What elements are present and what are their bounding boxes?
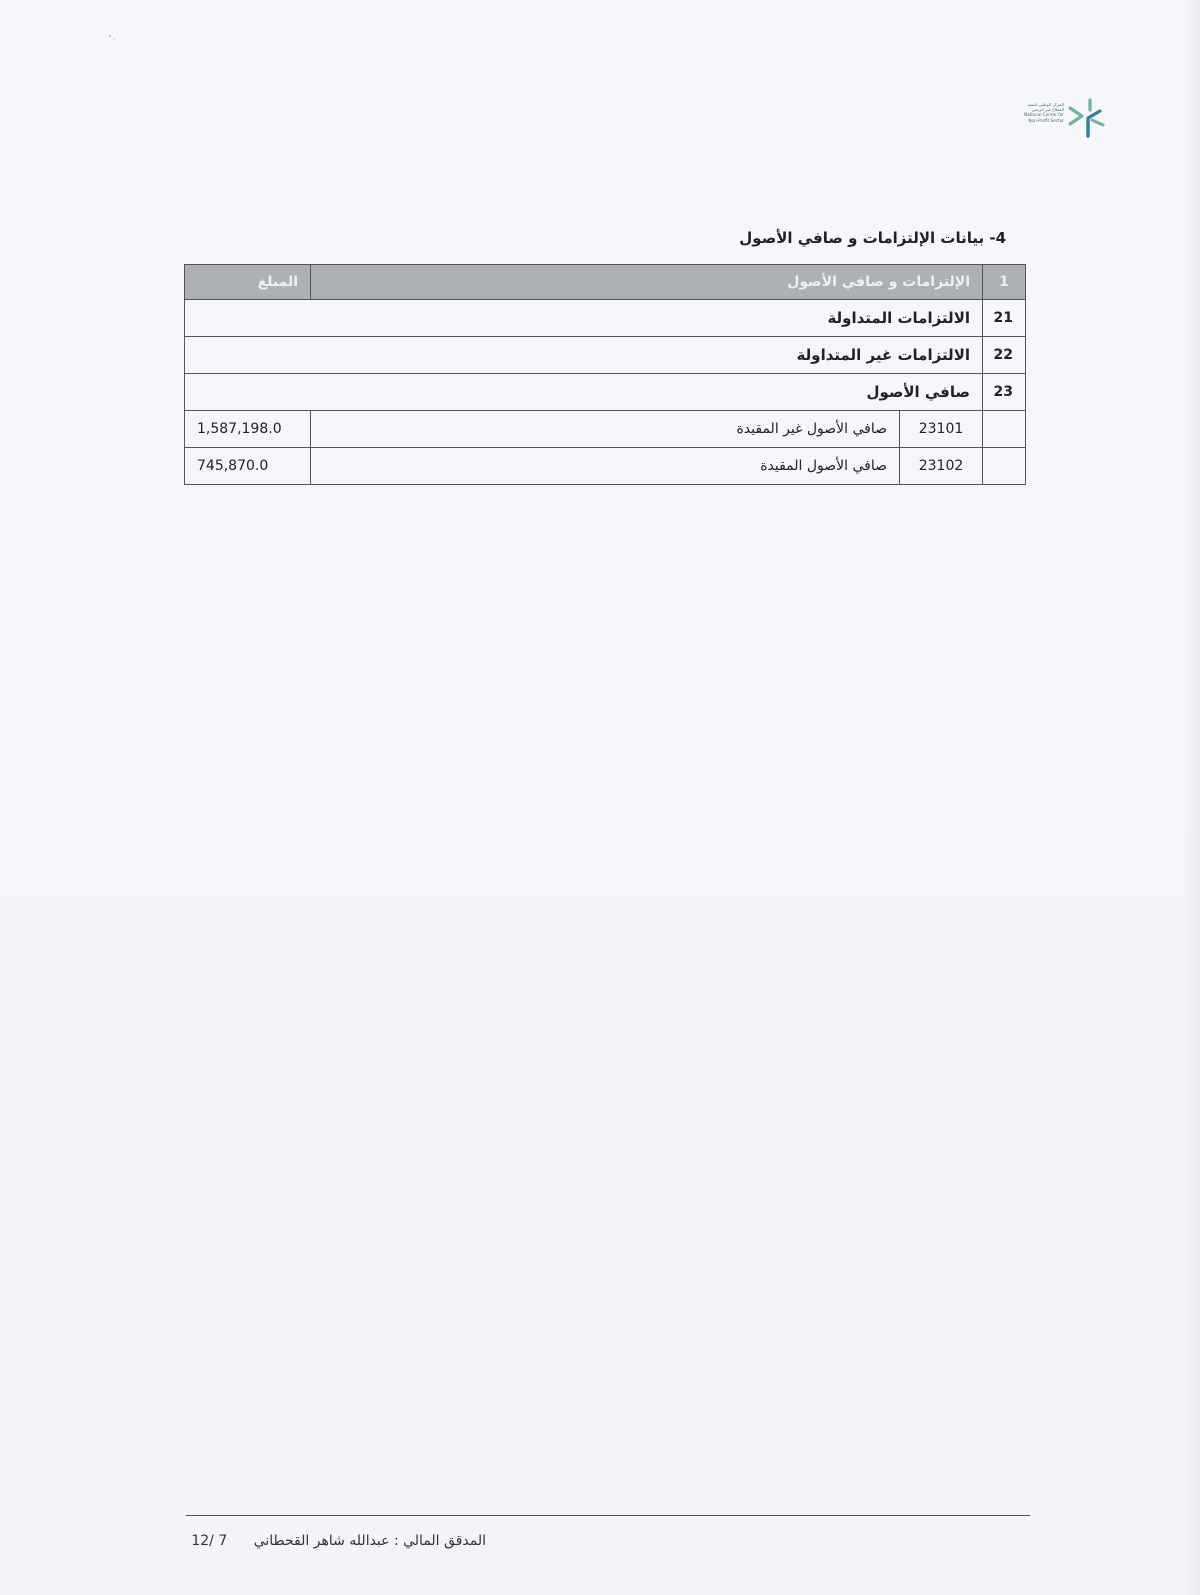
- table-row: [185, 337, 1026, 374]
- group-code: 22: [983, 337, 1026, 374]
- header-code: 1: [983, 265, 1026, 300]
- logo-line-ar-2: القطاع غير الربحي: [1031, 107, 1064, 113]
- footer-divider: [186, 1515, 1030, 1516]
- logo-line-en-1: National Center for: [1024, 112, 1064, 118]
- group-label: الالتزامات غير المتداولة: [185, 337, 983, 374]
- table-header-row: [185, 265, 1026, 300]
- table-row: [185, 448, 1026, 485]
- table-row: [185, 300, 1026, 337]
- scan-specks: [100, 30, 160, 90]
- detail-code: 23101: [900, 411, 983, 448]
- group-label: صافي الأصول: [185, 374, 983, 411]
- empty-cell: [983, 448, 1026, 485]
- group-code: 23: [983, 374, 1026, 411]
- logo-line-ar-1: المركز الوطني لتنمية: [1027, 102, 1064, 107]
- logo-line-en-2: Non-Profit Sector: [1028, 117, 1064, 123]
- organization-logo: [1004, 96, 1106, 142]
- detail-label: صافي الأصول المقيدة: [311, 448, 900, 485]
- empty-cell: [983, 411, 1026, 448]
- detail-label: صافي الأصول غير المقيدة: [311, 411, 900, 448]
- header-amount: المبلغ: [185, 265, 311, 300]
- scan-edge-shadow: [1186, 0, 1200, 1595]
- header-description: الإلتزامات و صافي الأصول: [311, 265, 983, 300]
- table-row: [185, 411, 1026, 448]
- group-label: الالتزامات المتداولة: [185, 300, 983, 337]
- detail-code: 23102: [900, 448, 983, 485]
- footer: [191, 1533, 486, 1549]
- section-title: 4- بيانات الإلتزامات و صافي الأصول: [739, 229, 1006, 247]
- table-row: [185, 374, 1026, 411]
- logo-text: [1004, 102, 1064, 123]
- ncnp-logo-mark-icon: [1066, 96, 1108, 138]
- liabilities-net-assets-table: [184, 264, 1026, 485]
- detail-amount: 745,870.0: [185, 448, 311, 485]
- group-code: 21: [983, 300, 1026, 337]
- auditor-name: المدقق المالي : عبدالله شاهر القحطاني: [253, 1533, 486, 1549]
- detail-amount: 1,587,198.0: [185, 411, 311, 448]
- page-number: 12/ 7: [191, 1533, 228, 1549]
